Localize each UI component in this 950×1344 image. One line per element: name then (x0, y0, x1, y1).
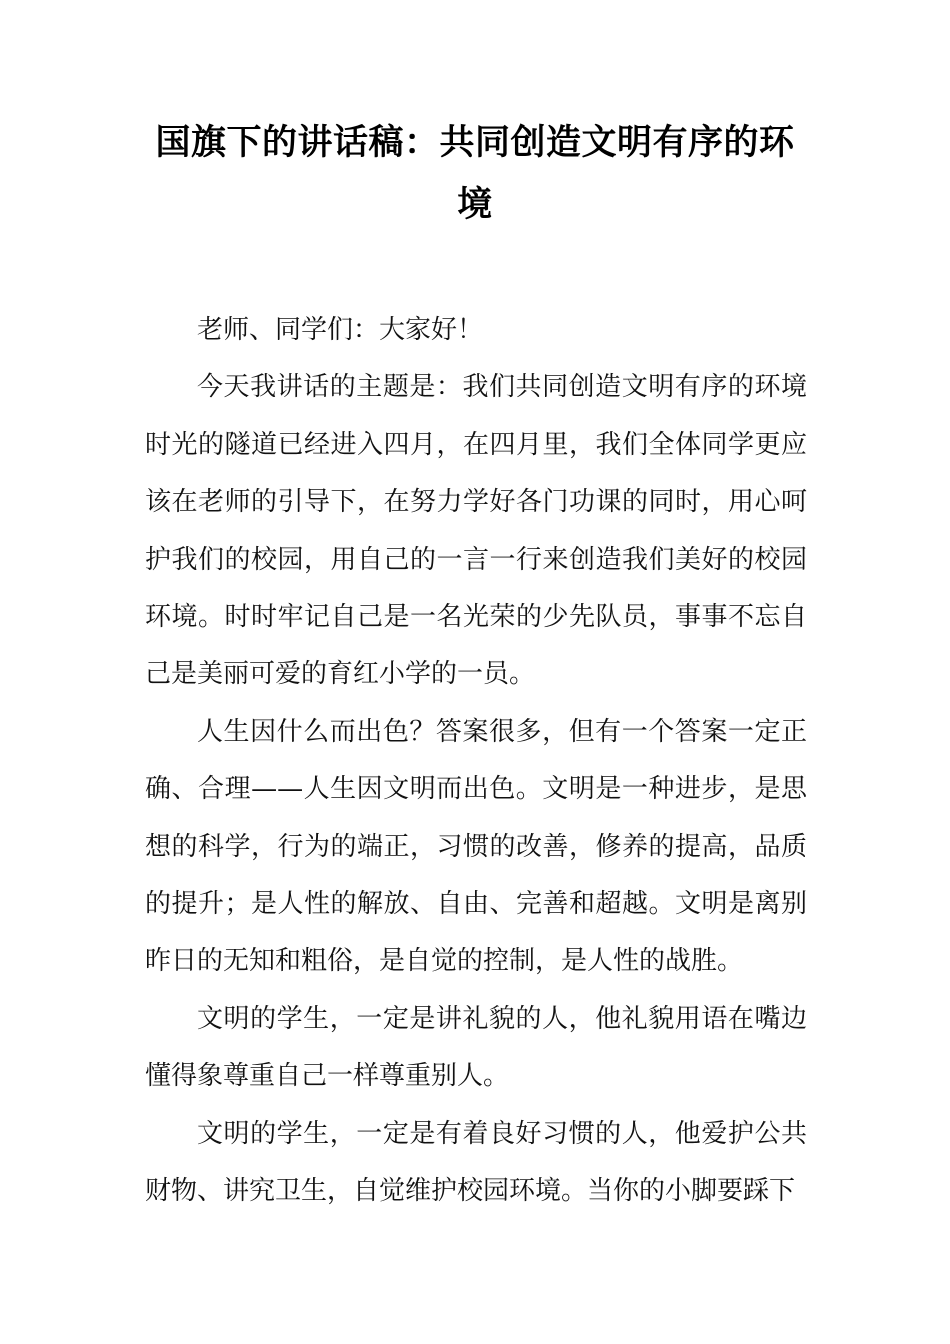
document-title: 国旗下的讲话稿：共同创造文明有序的环境 (155, 123, 795, 225)
document-body (145, 302, 807, 1221)
paragraph-habits: 文明的学生，一定是有着良好习惯的人，他爱护公共财物、讲究卫生，自觉维护校园环境。当你的小脚要踩下 (145, 1118, 807, 1207)
paragraph-politeness: 文明的学生，一定是讲礼貌的人，他礼貌用语在嘴边懂得象尊重自己一样尊重别人。 (145, 1003, 807, 1092)
paragraph-civility: 人生因什么而出色？答案很多，但有一个答案一定正确、合理——人生因文明而出色。文明是一种进步，是思想的科学，行为的端正，习惯的改善，修养的提高，品质的提升；是人性的解放、自由、完善和超越。文明是离别昨日的无知和粗俗，是自觉的控制，是人性的战胜。 (145, 716, 807, 977)
paragraph-theme: 今天我讲话的主题是：我们共同创造文明有序的环境时光的隧道已经进入四月，在四月里，我们全体同学更应该在老师的引导下，在努力学好各门功课的同时，用心呵护我们的校园，用自己的一言一行来创造我们美好的校园环境。时时牢记自己是一名光荣的少先队员，事事不忘自己是美丽可爱的育红小学的一员。 (145, 372, 807, 690)
paragraph-greeting: 老师、同学们：大家好！ (197, 315, 484, 345)
